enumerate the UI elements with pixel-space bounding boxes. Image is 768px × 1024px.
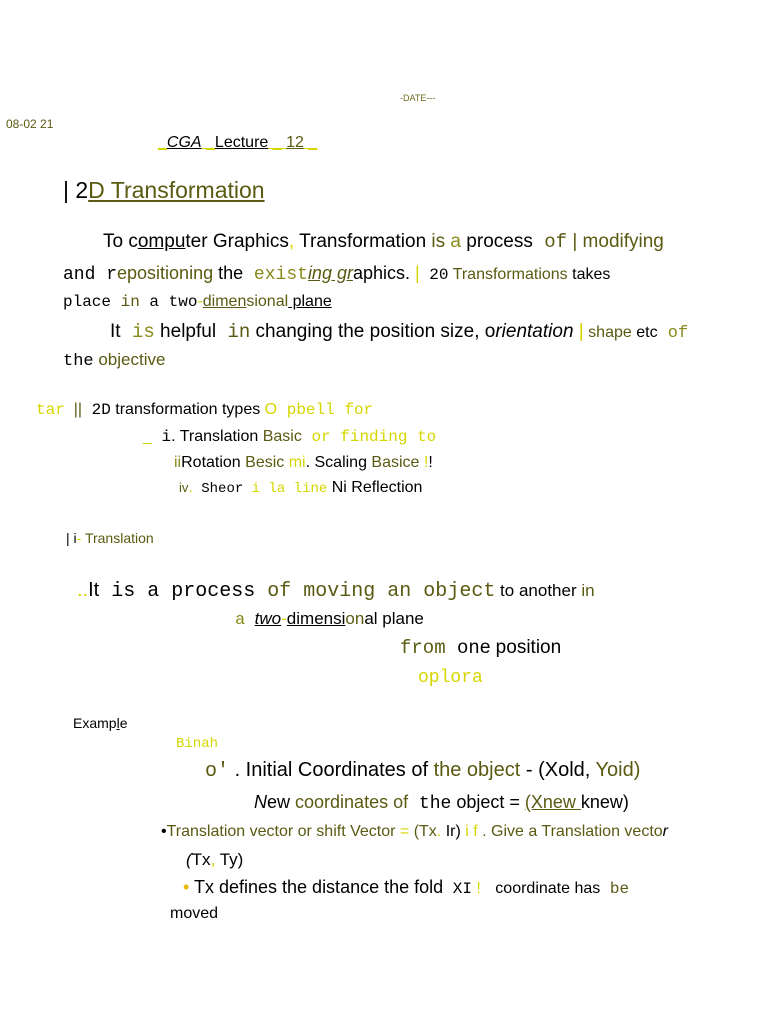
para2-line2 <box>63 350 165 371</box>
text-run: - <box>197 293 203 310</box>
text-run: Besic <box>240 454 285 471</box>
date-value <box>6 117 53 131</box>
text-run: . Initial Coordinates of <box>229 759 429 781</box>
text-run: process <box>461 231 533 252</box>
text-run: and r <box>63 265 118 285</box>
text-run: ompu <box>137 231 186 252</box>
text-run: ii <box>174 454 182 471</box>
text-run: object = <box>451 792 525 812</box>
text-run: aphics. <box>352 263 411 283</box>
text-run: the <box>63 352 94 371</box>
text-run: ! <box>428 454 433 471</box>
text-run: i la line <box>243 481 328 497</box>
course-name: CGA <box>166 134 202 151</box>
para1-line2 <box>63 263 610 285</box>
text-run: rientation <box>495 321 574 342</box>
text-run: ing gr <box>307 263 353 283</box>
text-run: • <box>161 823 167 840</box>
text-run: a <box>139 293 160 311</box>
title-lead: _ <box>158 134 167 151</box>
text-run: e <box>479 637 491 658</box>
text-run: Ni Reflection <box>327 479 423 496</box>
text-run: in <box>576 581 595 600</box>
text-run: two <box>159 293 198 311</box>
text-run: place <box>63 293 112 311</box>
text-run: | i <box>66 530 77 546</box>
text-run: r <box>662 823 668 840</box>
title-sep2: _ <box>268 134 287 151</box>
text-run: helpful <box>154 321 217 342</box>
text-run: Examp <box>73 715 117 731</box>
example-line1 <box>205 759 640 783</box>
text-run: dimen <box>202 293 247 310</box>
para1-line3 <box>63 293 332 311</box>
text-run: plane <box>288 293 332 310</box>
text-run: . Scaling <box>305 454 367 471</box>
text-run: .. <box>77 579 89 601</box>
text-run: l <box>116 715 120 731</box>
text-run: . <box>436 823 442 840</box>
types-line2 <box>143 428 436 446</box>
text-run: i f <box>460 823 478 840</box>
example-note <box>176 734 218 752</box>
text-run: XI <box>443 880 472 898</box>
text-run: be <box>600 880 630 898</box>
text-run: oplora <box>418 668 483 688</box>
text-run: sional <box>246 293 289 310</box>
text-run: to another <box>495 581 577 600</box>
text-run: of <box>532 231 568 253</box>
text-run: the <box>408 794 452 814</box>
example-line6 <box>170 905 218 923</box>
text-run: ! <box>471 880 481 897</box>
text-run: 2D <box>82 401 111 419</box>
text-run: - <box>281 609 287 628</box>
heading-number: 2 <box>75 177 89 203</box>
text-run: or finding to <box>301 428 437 446</box>
text-run: is a process <box>99 580 256 603</box>
text-run: two <box>254 609 282 628</box>
text-run: To c <box>103 231 138 252</box>
text-run: = <box>395 823 410 840</box>
section-heading-2d-transformation <box>63 177 265 204</box>
lecture-word: Lecture <box>214 134 269 151</box>
text-run: Translation vector or shift <box>166 823 346 840</box>
text-run: Tx defines the distance the fold <box>189 877 444 897</box>
text-run: ter Graphics <box>185 231 289 252</box>
text-run: dimensi <box>286 609 346 628</box>
text-run: a <box>235 611 246 630</box>
text-run: in <box>216 321 251 343</box>
example-label <box>73 715 128 731</box>
types-line4 <box>179 479 422 497</box>
text-run: iv <box>179 480 189 495</box>
text-run: from <box>400 637 446 659</box>
text-run: moved <box>170 905 219 922</box>
para3-line2 <box>235 609 424 630</box>
text-run: (Xnew <box>524 792 581 812</box>
text-run: epositioning <box>117 263 214 283</box>
text-run: Binah <box>176 736 219 752</box>
text-run: the object <box>428 759 521 781</box>
text-run: objective <box>93 350 166 369</box>
para3-line4 <box>418 666 483 688</box>
text-run: Basice <box>366 454 420 471</box>
title-sep: _ <box>201 134 215 151</box>
text-run: , <box>288 231 295 252</box>
text-run: • <box>183 877 190 897</box>
text-run: e <box>119 715 128 731</box>
example-line2 <box>254 792 629 814</box>
text-run: Transformations <box>448 266 568 283</box>
example-line3 <box>161 823 668 841</box>
example-line5 <box>183 877 629 898</box>
text-run: changing the position size, o <box>250 321 496 342</box>
text-run: _ <box>143 428 152 445</box>
example-line4 <box>186 850 243 870</box>
text-run: pbell for <box>277 401 374 419</box>
text-run: etc <box>631 324 658 341</box>
text-run: i <box>151 428 172 446</box>
text-run: transformation types <box>110 401 261 418</box>
text-run: knew) <box>580 792 629 812</box>
text-run: Sheor <box>192 481 244 497</box>
text-run: exist <box>243 265 308 285</box>
text-run: mi <box>284 454 306 471</box>
text-run: - <box>76 530 82 546</box>
text-run: Vector <box>345 823 396 840</box>
lecture-title <box>158 134 317 152</box>
text-run: . Give a Translation vecto <box>477 823 663 840</box>
text-run: , <box>210 850 216 869</box>
text-run: takes <box>567 266 611 283</box>
text-run: Basic <box>258 428 302 445</box>
text-run: ew <box>267 792 291 812</box>
text-run: o' <box>205 760 230 783</box>
text-run: It <box>110 321 121 342</box>
para2-line1 <box>110 321 688 343</box>
text-run: | <box>573 321 584 342</box>
text-run: a <box>445 231 462 252</box>
text-run: Rotation <box>181 454 241 471</box>
text-run: Yoid) <box>590 759 641 781</box>
text-run: has <box>570 880 601 897</box>
text-run: in <box>111 293 140 311</box>
text-run: N <box>254 792 267 812</box>
text-run: || <box>73 401 83 418</box>
text-run: al plane <box>364 609 424 628</box>
text-run: of moving an object <box>255 580 496 603</box>
section-heading-translation <box>66 530 154 546</box>
types-line3 <box>174 454 433 472</box>
lecture-number: 12 <box>286 134 304 151</box>
text-run: ! <box>419 454 429 471</box>
heading-bar: | <box>63 177 69 203</box>
date-day: 08-02 21 <box>6 117 54 131</box>
text-run: Translation <box>81 530 154 546</box>
text-run: It <box>88 579 100 601</box>
text-run: is <box>426 231 446 252</box>
para3-line3 <box>400 637 561 659</box>
text-run: Transformation <box>294 231 427 252</box>
text-run: the <box>213 263 244 283</box>
text-run: coordinate <box>490 880 571 897</box>
text-run: is <box>120 321 155 343</box>
text-run: Tx <box>191 850 211 869</box>
text-run: ( <box>186 850 192 869</box>
text-run: modifying <box>577 231 664 252</box>
text-run: on <box>345 609 365 628</box>
text-run: 20 <box>419 266 449 284</box>
para1-line1 <box>103 231 664 253</box>
types-line1 <box>36 401 373 419</box>
text-run: - (Xold, <box>520 759 591 781</box>
heading-text: D Transformation <box>88 177 265 203</box>
text-run: Ir) <box>441 823 461 840</box>
text-run: Ty) <box>215 850 244 869</box>
text-run: . <box>188 479 193 496</box>
para3-line1 <box>77 579 595 603</box>
text-run: shape <box>583 324 632 341</box>
text-run: | <box>567 231 578 252</box>
text-run: on <box>445 637 480 659</box>
text-run: (Tx <box>409 823 437 840</box>
text-run: | <box>410 263 420 283</box>
text-run: O <box>260 401 278 418</box>
text-run: tar <box>36 401 65 419</box>
text-run: coordinates of <box>290 792 409 812</box>
text-run: position <box>490 637 562 658</box>
text-run: . Translation <box>171 428 259 445</box>
date-label: -DATE--- <box>400 93 436 103</box>
text-run: of <box>657 324 689 343</box>
title-tail: _ <box>303 134 318 151</box>
